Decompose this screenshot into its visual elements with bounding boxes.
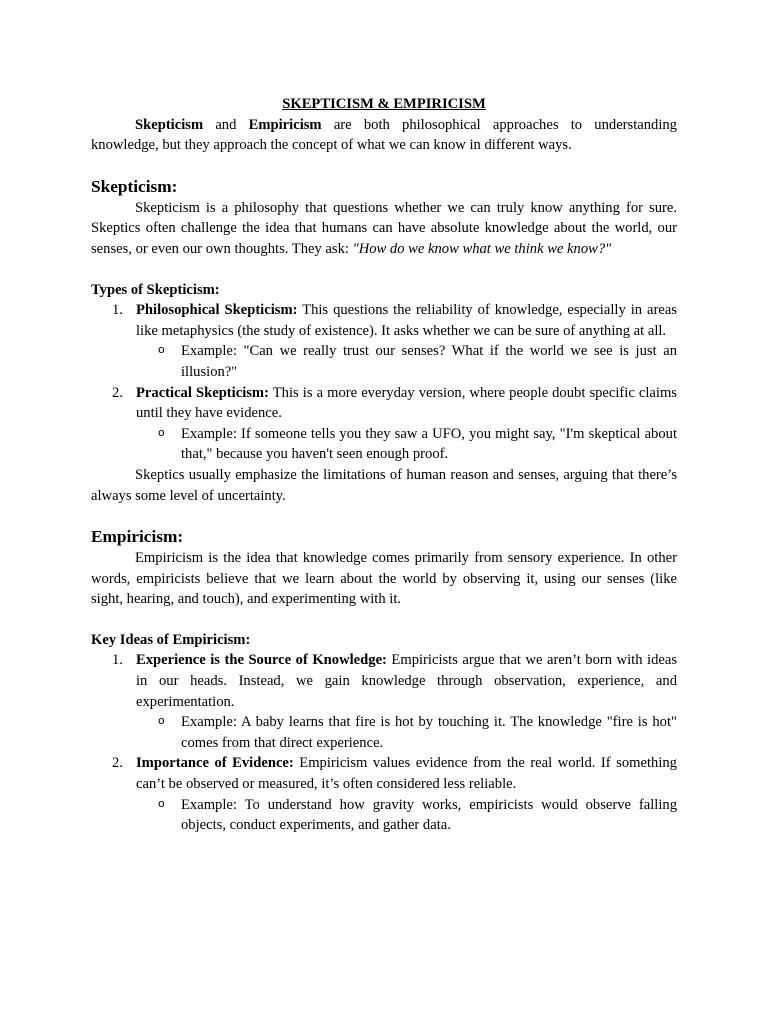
empiricism-idea-text: Empiricism values evidence from the real world. If something can’t be observed or measured, it’s often considered less reliable. [136, 755, 677, 793]
skepticism-paragraph-text: Skepticism is a philosophy that questions whether we can truly know anything for sure. Skeptics often challenge the idea that humans can have absolute knowledge about the world, our senses, or even our own thoughts. They ask: [91, 199, 677, 257]
intro-text: are both philosophical approaches to understanding knowledge, but they approach the concept of what we can know in different ways. [91, 116, 677, 154]
bullet-icon: o [158, 714, 165, 728]
skepticism-type-item [91, 300, 677, 341]
skepticism-type-example [91, 341, 677, 382]
key-ideas-heading: Key Ideas of Empiricism: [91, 631, 251, 648]
skepticism-type-text: This questions the reliability of knowledge, especially in areas like metaphysics (the study of existence). It asks whether we can be sure of anything at all. [136, 302, 677, 339]
bullet-icon: o [158, 796, 165, 810]
example-text: Example: If someone tells you they saw a UFO, you might say, "I'm skeptical about that," because you haven't seen enough proof. [181, 425, 677, 463]
empiricism-heading: Empiricism: [91, 527, 184, 547]
types-of-skepticism-heading: Types of Skepticism: [91, 281, 220, 298]
example-text: Example: "Can we really trust our senses? What if the world we see is just an illusion?" [181, 343, 677, 380]
skepticism-type-label: Philosophical Skepticism: [136, 302, 298, 319]
bullet-icon: o [158, 343, 165, 357]
list-number: 1. [112, 652, 123, 669]
intro-term-skepticism: Skepticism [135, 116, 204, 133]
empiricism-idea-item [91, 650, 677, 712]
intro-term-empiricism: Empiricism [248, 116, 322, 133]
skepticism-heading: Skepticism: [91, 176, 178, 196]
example-text: Example: A baby learns that fire is hot by touching it. The knowledge "fire is hot" comes from that direct experience. [181, 714, 677, 751]
document-title: SKEPTICISM & EMPIRICISM [282, 96, 486, 112]
skepticism-quote: "How do we know what we think we know?" [352, 240, 612, 257]
document-page [91, 94, 677, 836]
empiricism-idea-example [91, 712, 677, 753]
empiricism-idea-item [91, 753, 677, 794]
list-number: 2. [112, 755, 123, 772]
empiricism-idea-example [91, 795, 677, 836]
empiricism-idea-label: Experience is the Source of Knowledge: [136, 652, 387, 669]
skepticism-closing: Skeptics usually emphasize the limitations of human reason and senses, arguing that there’s always some level of uncertainty. [91, 466, 677, 504]
skepticism-type-label: Practical Skepticism: [136, 384, 269, 401]
list-number: 2. [112, 384, 123, 401]
intro-connector: and [203, 116, 249, 133]
empiricism-idea-label: Importance of Evidence: [136, 755, 294, 772]
empiricism-idea-text: Empiricists argue that we aren’t born with ideas in our heads. Instead, we gain knowledge through observation, experience, and experimentation. [136, 652, 678, 710]
bullet-icon: o [158, 425, 165, 439]
skepticism-type-text: This is a more everyday version, where people doubt specific claims until they have evidence. [136, 384, 677, 422]
example-text: Example: To understand how gravity works, empiricists would observe falling objects, conduct experiments, and gather data. [181, 796, 677, 834]
list-number: 1. [112, 302, 123, 319]
intro-paragraph [91, 115, 677, 156]
empiricism-paragraph: Empiricism is the idea that knowledge comes primarily from sensory experience. In other words, empiricists believe that we learn about the world by observing it, using our senses (like sight, hearing, and touch), and experimenting with it. [91, 550, 677, 608]
skepticism-paragraph [91, 198, 677, 260]
skepticism-type-example [91, 424, 677, 465]
skepticism-type-item [91, 383, 677, 424]
